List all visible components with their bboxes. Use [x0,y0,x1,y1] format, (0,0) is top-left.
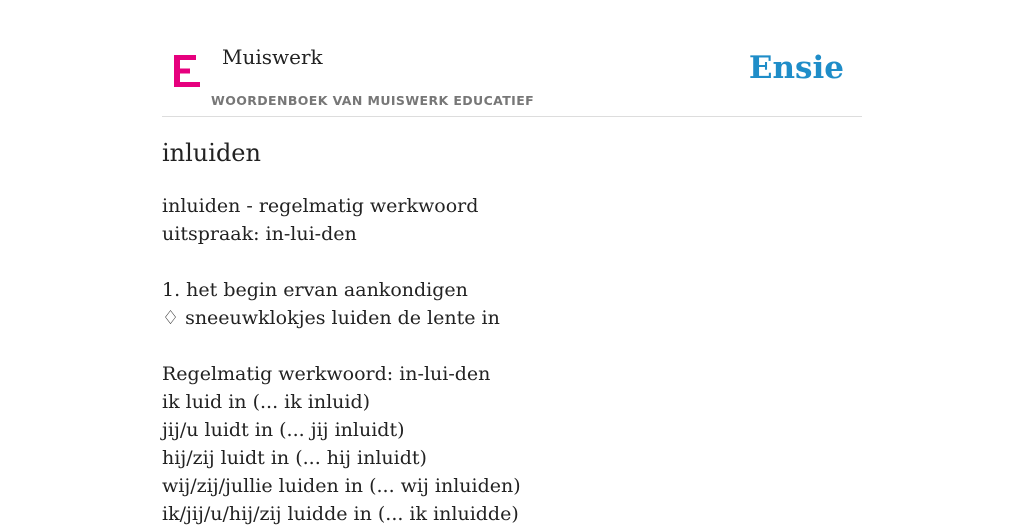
entry-title: inluiden [162,139,261,167]
definition-line: uitspraak: in-lui-den [162,223,357,245]
site-header [162,0,862,117]
definition-line: ik/jij/u/hij/zij luidde in (... ik inluidde) [162,503,519,525]
definition-line: Regelmatig werkwoord: in-lui-den [162,363,491,385]
brand-name[interactable]: Muiswerk [222,45,323,69]
definition-line: ♢ sneeuwklokjes luiden de lente in [162,307,500,329]
definition-line: hij/zij luidt in (... hij inluidt) [162,447,427,469]
definition-line [162,248,862,276]
definition-line: wij/zij/jullie luiden in (... wij inluiden) [162,475,521,497]
entry-definition [162,192,862,528]
definition-line: inluiden - regelmatig werkwoord [162,195,479,217]
definition-line: 1. het begin ervan aankondigen [162,279,468,301]
muiswerk-logo-icon[interactable] [174,55,200,87]
definition-line: jij/u luidt in (... jij inluidt) [162,419,405,441]
brand-subtitle: WOORDENBOEK VAN MUISWERK EDUCATIEF [211,93,535,108]
definition-line [162,332,862,360]
ensie-logo-link[interactable]: Ensie [748,50,844,86]
definition-line: ik luid in (... ik inluid) [162,391,371,413]
